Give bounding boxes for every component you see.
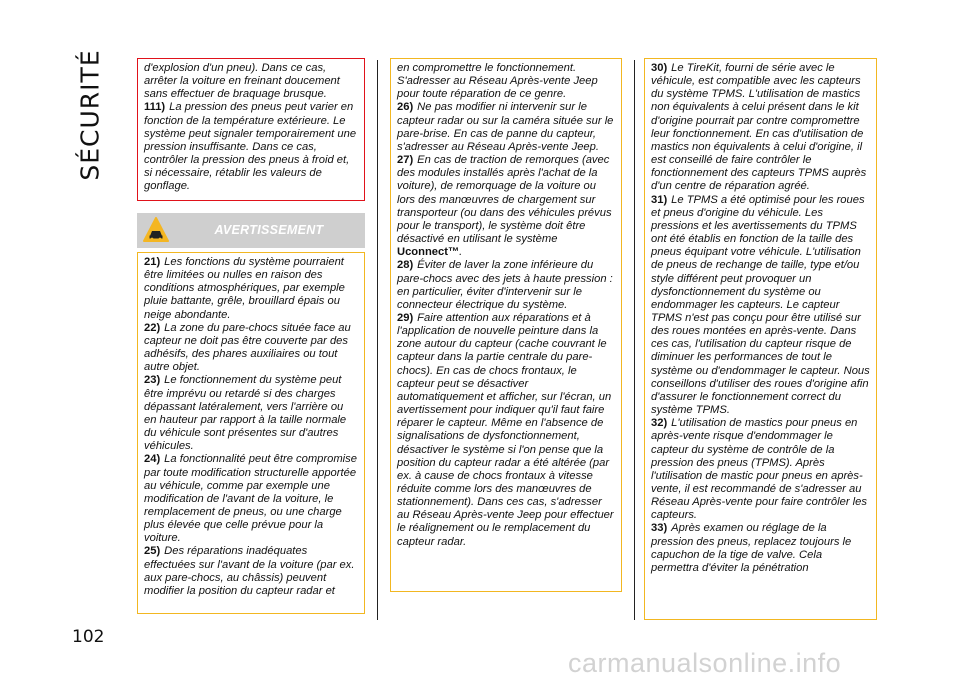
car-warning-icon: [143, 217, 169, 243]
watermark: carmanualsonline.info: [568, 648, 842, 678]
note-number: 23): [144, 374, 161, 387]
note-27: [397, 154, 615, 259]
note-30: [651, 62, 870, 194]
note-26: [397, 101, 615, 154]
note-25: [144, 545, 358, 598]
note-number: 24): [144, 453, 161, 466]
note-28: [397, 259, 615, 312]
note-number: 29): [397, 311, 414, 324]
note-number: 26): [397, 101, 414, 114]
note-text: Les fonctions du système pourraient être limitées ou nulles en raison des conditions atmosphériques, par exemple pluie battante, grêle, brouillard épais ou neige abondante.: [144, 256, 345, 321]
note-text: Ne pas modifier ni intervenir sur le capteur radar ou sur la caméra située sur le pare-brise. En cas de panne du capteur, s'adresser au Réseau Après-vente Jeep.: [397, 101, 614, 153]
section-title-text: SÉCURITÉ: [75, 49, 105, 181]
note-text: Le TPMS a été optimisé pour les roues et pneus d'origine du véhicule. Les pressions et les avertissements du TPMS ont été établis en fonction de la taille des pneus équipant votre véhicule. L'utilisation de pneus de rechange de taille, type et/ou style différent peut provoquer un dysfonctionnement du système ou endommager les capteurs. Le capteur TPMS n'est pas conçu pour être utilisé sur des roues montées en après-vente. Dans ces cas, l'utilisation du capteur risque de diminuer les performances de tout le système ou d'endommager le capteur. Nous conseillons d'utiliser des roues d'origine afin d'assurer le fonctionnement correct du système TPMS.: [651, 193, 870, 417]
note-end: .: [459, 246, 463, 259]
warning-header: [137, 213, 365, 248]
note-text: Le TireKit, fourni de série avec le véhicule, est compatible avec les capteurs du système TPMS. L'utilisation de mastics non équivalents à celui présent dans le kit d'origine pourrait par contre compromettre leur fonctionnement. En cas d'utilisation de mastics non équivalents à celui d'origine, il est conseillé de faire contrôler le fonctionnement des capteurs TPMS auprès d'un centre de réparation agréé.: [651, 62, 867, 193]
note-number: 33): [651, 522, 668, 535]
note-number: 25): [144, 545, 161, 558]
warning-box-col1: [137, 252, 365, 614]
note-text: Des réparations inadéquates effectuées sur l'avant de la voiture (par ex. aux pare-chocs, au châssis) peuvent modifier la position du capteur radar et: [144, 545, 355, 597]
warning-box-col3: [644, 58, 877, 620]
note-text: La fonctionnalité peut être compromise par toute modification structurelle apportée au véhicule, comme par exemple une modification de l'avant de la voiture, le remplacement de pneus, ou une charge plus élevée que celle prévue pour la voiture.: [144, 453, 357, 545]
note-text: En cas de traction de remorques (avec des modules installés après l'achat de la voiture), de remorquage de la voiture ou lors des manœuvres de chargement sur transporteur (ou dans des véhicules prévus pour le transport), le système doit être désactivé en utilisant le système: [397, 154, 612, 246]
note-number: 32): [651, 417, 668, 430]
note-text: Faire attention aux réparations et à l'application de nouvelle peinture dans la zone autour du capteur (cache couvrant le capteur dans la partie centrale du pare-chocs). En cas de chocs frontaux, le capteur peut se désactiver automatiquement et afficher, sur l'écran, un avertissement pour indiquer qu'il faut faire réparer le capteur. Même en l'absence de signalisations de dysfonctionnement, désactiver le système si l'on pense que la position du capteur radar a été altérée (par ex. à cause de chocs frontaux à vitesse réduite comme lors des manœuvres de stationnement). Dans ces cas, s'adresser au Réseau Après-vente Jeep pour effectuer le réalignement ou le remplacement du capteur radar.: [397, 311, 614, 548]
note-text: Le fonctionnement du système peut être imprévu ou retardé si des charges dépassant latéralement, vers l'arrière ou en hauteur par rapport à la taille normale du véhicule sont présentes sur d'autres véhicules.: [144, 374, 347, 453]
note-33: [651, 522, 870, 575]
note-111: [144, 101, 358, 193]
note-31: [651, 194, 870, 418]
note-24: [144, 453, 358, 545]
note-21: [144, 256, 358, 322]
note-number: 21): [144, 256, 161, 268]
paragraph-continuation: en compromettre le fonctionnement. S'adresser au Réseau Après-vente Jeep pour toute réparation de ce genre.: [397, 62, 598, 101]
note-23: [144, 374, 358, 453]
note-number: 28): [397, 259, 414, 272]
caution-box-111: [137, 58, 365, 201]
note-22: [144, 322, 358, 375]
note-number: 30): [651, 62, 668, 74]
column-divider: [634, 60, 635, 620]
note-32: [651, 417, 870, 522]
note-text: Après examen ou réglage de la pression des pneus, replacez toujours le capuchon de la tige de valve. Cela permettra d'éviter la pénétration: [651, 522, 852, 574]
section-title: [70, 40, 110, 190]
note-number: 22): [144, 321, 161, 334]
note-text: L'utilisation de mastics pour pneus en après-vente risque d'endommager le capteur du système de contrôle de la pression des pneus (TPMS). Après l'utilisation de mastic pour pneus en après-vente, il est recommandé de s'adresser au Réseau Après-vente pour faire contrôler les capteurs.: [651, 417, 867, 522]
note-29: [397, 312, 615, 549]
note-number: 111): [144, 101, 166, 114]
column-divider: [377, 60, 378, 620]
note-number: 27): [397, 154, 414, 167]
note-text: La pression des pneus peut varier en fonction de la température extérieure. Le système peut signaler temporairement une pression insuffisante. Dans ce cas, contrôler la pression des pneus à froid et, si nécessaire, rétablir les valeurs de gonflage.: [144, 101, 357, 193]
brand-name: Uconnect™: [397, 246, 460, 259]
note-number: 31): [651, 193, 668, 206]
note-text: Éviter de laver la zone inférieure du pare-chocs avec des jets à haute pression : en particulier, éviter d'intervenir sur le connecteur électrique du système.: [397, 259, 613, 311]
warning-label: AVERTISSEMENT: [214, 223, 324, 237]
warning-box-col2: [390, 58, 622, 592]
page-number: 102: [72, 627, 105, 647]
note-text: La zone du pare-chocs située face au capteur ne doit pas être couverte par des adhésifs, des phares auxiliaires ou tout autre objet.: [144, 321, 351, 374]
paragraph-continuation: d'explosion d'un pneu). Dans ce cas, arrêter la voiture en freinant doucement sans effectuer de braquage brusque.: [144, 62, 340, 101]
